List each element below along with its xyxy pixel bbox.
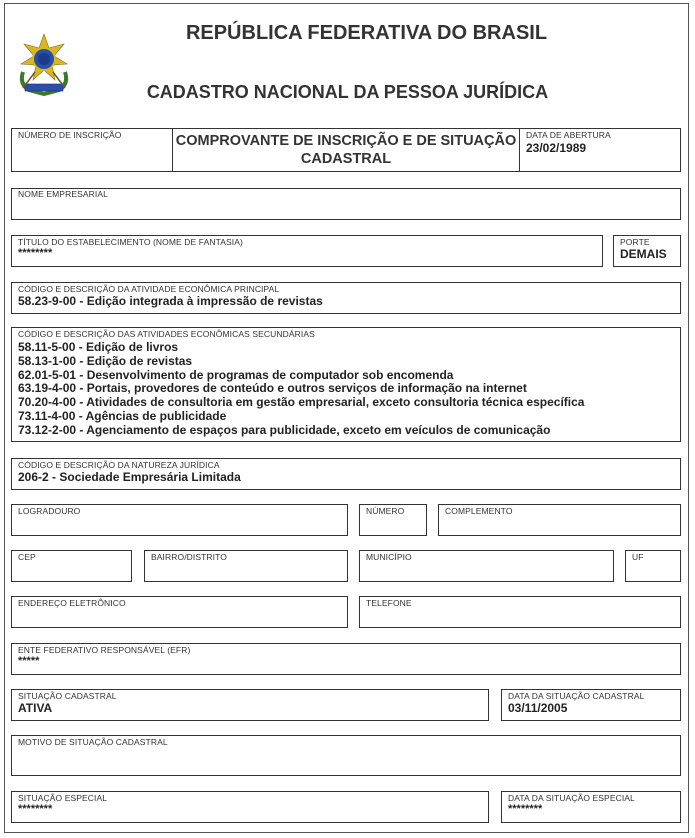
atividade-principal-label: CÓDIGO E DESCRIÇÃO DA ATIVIDADE ECONÔMICA PRINCIPAL <box>18 284 280 294</box>
atividades-secundarias-list <box>18 341 584 438</box>
data-situacao-label: DATA DA SITUAÇÃO CADASTRAL <box>508 691 645 701</box>
telefone-label: TELEFONE <box>366 598 412 608</box>
nome-empresarial-label: NOME EMPRESARIAL <box>18 189 108 199</box>
page-title: REPÚBLICA FEDERATIVA DO BRASIL <box>185 22 548 44</box>
list-item: 73.12-2-00 - Agenciamento de espaços para publicidade, exceto em veículos de comunicação <box>18 422 551 437</box>
abertura-value: 23/02/1989 <box>526 141 587 155</box>
data-situacao-especial-value: ******** <box>508 803 543 815</box>
page-subtitle: CADASTRO NACIONAL DA PESSOA JURÍDICA <box>146 82 549 102</box>
numero-field <box>359 504 427 536</box>
efr-field <box>11 643 681 675</box>
comprovante-line1: COMPROVANTE DE INSCRIÇÃO E DE SITUAÇÃO <box>175 133 517 149</box>
complemento-field <box>438 504 681 536</box>
data-situacao-especial-label: DATA DA SITUAÇÃO ESPECIAL <box>508 793 635 803</box>
complemento-label: COMPLEMENTO <box>445 506 513 516</box>
motivo-field <box>11 735 681 776</box>
list-item: 58.11-5-00 - Edição de livros <box>18 340 179 354</box>
data-situacao-especial-field <box>501 791 681 823</box>
list-item: 73.11-4-00 - Agências de publicidade <box>18 408 227 423</box>
atividade-principal-field <box>11 282 681 314</box>
motivo-label: MOTIVO DE SITUAÇÃO CADASTRAL <box>18 737 168 747</box>
logradouro-label: LOGRADOURO <box>18 506 81 516</box>
uf-field <box>625 550 681 582</box>
inscricao-field <box>11 128 173 172</box>
porte-value: DEMAIS <box>620 247 667 261</box>
situacao-field <box>11 689 489 721</box>
atividades-secundarias-field <box>11 327 681 442</box>
bairro-field <box>144 550 348 582</box>
natureza-juridica-label: CÓDIGO E DESCRIÇÃO DA NATUREZA JURÍDICA <box>18 460 220 470</box>
atividades-secundarias-label: CÓDIGO E DESCRIÇÃO DAS ATIVIDADES ECONÔMICAS SECUNDÁRIAS <box>18 329 315 339</box>
titulo-value: ******** <box>18 247 53 259</box>
porte-label: PORTE <box>620 237 650 247</box>
natureza-juridica-field <box>11 458 681 490</box>
bairro-label: BAIRRO/DISTRITO <box>151 552 227 562</box>
list-item: 70.20-4-00 - Atividades de consultoria em gestão empresarial, exceto consultoria técnica específica <box>18 395 585 410</box>
logradouro-field <box>11 504 348 536</box>
inscricao-label: NÚMERO DE INSCRIÇÃO <box>18 130 122 140</box>
situacao-especial-field <box>11 791 489 823</box>
nome-empresarial-field <box>11 188 681 220</box>
email-field <box>11 596 348 628</box>
natureza-juridica-value: 206-2 - Sociedade Empresária Limitada <box>18 470 241 484</box>
data-situacao-field <box>501 689 681 721</box>
situacao-especial-label: SITUAÇÃO ESPECIAL <box>18 793 108 803</box>
telefone-field <box>359 596 681 628</box>
titulo-label: TÍTULO DO ESTABELECIMENTO (NOME DE FANTASIA) <box>18 237 243 247</box>
list-item: 58.13-1-00 - Edição de revistas <box>18 353 193 368</box>
situacao-value: ATIVA <box>18 701 53 715</box>
situacao-label: SITUAÇÃO CADASTRAL <box>18 691 117 701</box>
email-label: ENDEREÇO ELETRÔNICO <box>18 598 126 608</box>
comprovante-title <box>172 128 520 172</box>
municipio-label: MUNICÍPIO <box>366 552 412 562</box>
cep-field <box>11 550 132 582</box>
data-situacao-value: 03/11/2005 <box>508 701 568 715</box>
list-item: 62.01-5-01 - Desenvolvimento de programas de computador sob encomenda <box>18 367 454 382</box>
uf-label: UF <box>632 552 644 562</box>
situacao-especial-value: ******** <box>18 803 53 815</box>
efr-value: ***** <box>18 655 40 667</box>
cep-label: CEP <box>18 552 36 562</box>
efr-label: ENTE FEDERATIVO RESPONSÁVEL (EFR) <box>18 645 191 655</box>
comprovante-line2: CADASTRAL <box>300 151 392 167</box>
numero-label: NÚMERO <box>366 506 405 516</box>
titulo-field <box>11 235 603 267</box>
list-item: 63.19-4-00 - Portais, provedores de conteúdo e outros serviços de informação na internet <box>18 381 527 396</box>
municipio-field <box>359 550 614 582</box>
porte-field <box>613 235 681 267</box>
abertura-field <box>519 128 681 172</box>
abertura-label: DATA DE ABERTURA <box>526 130 611 140</box>
atividade-principal-value: 58.23-9-00 - Edição integrada à impressão de revistas <box>18 294 323 308</box>
